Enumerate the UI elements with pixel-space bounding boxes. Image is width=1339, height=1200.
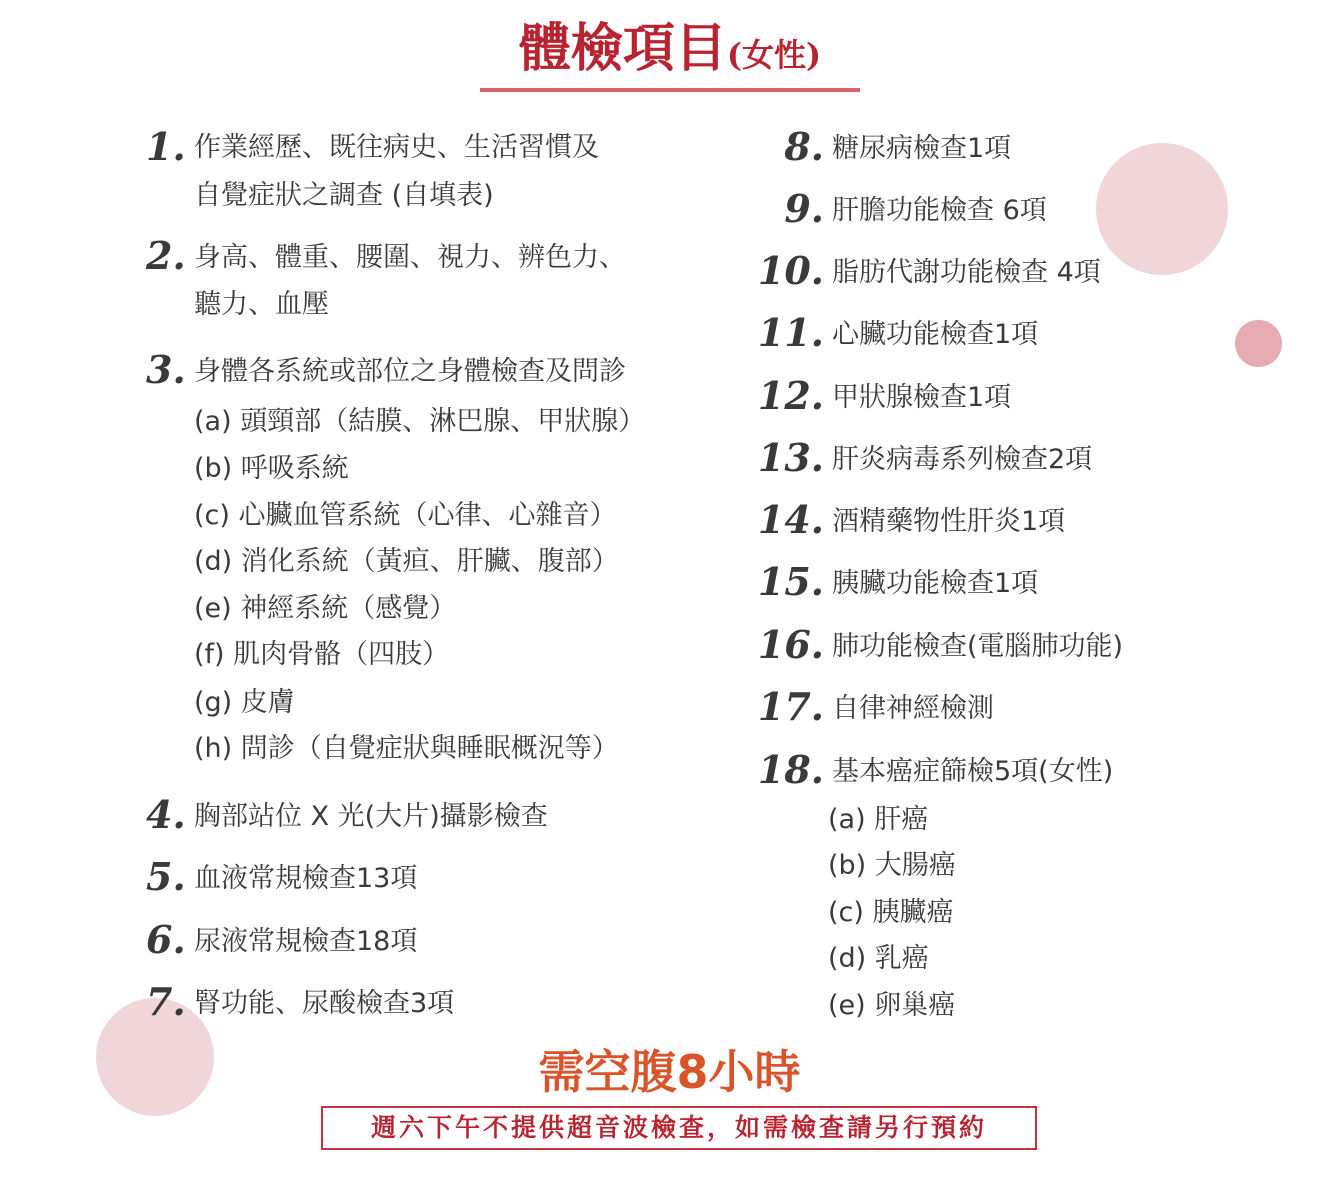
item-text: 胸部站位 X 光(大片)攝影檢查 — [194, 801, 548, 832]
sub-item: (c) 胰臟癌 — [828, 897, 954, 928]
item-number: 9. — [784, 186, 824, 231]
sub-item: (b) 呼吸系統 — [194, 453, 349, 484]
sub-item: (a) 肝癌 — [828, 804, 929, 835]
sub-item: (g) 皮膚 — [194, 687, 295, 718]
item-text: 腎功能、尿酸檢查3項 — [194, 988, 455, 1019]
item-text: 身體各系統或部位之身體檢查及問診 — [194, 356, 626, 387]
sub-item: (f) 肌肉骨骼（四肢） — [194, 639, 450, 670]
item-number: 14. — [757, 497, 824, 542]
item-text: 自律神經檢測 — [832, 693, 994, 724]
item-number: 8. — [784, 124, 824, 169]
item-number: 11. — [757, 310, 824, 355]
item-number: 4. — [146, 792, 186, 837]
title-underline — [480, 88, 860, 92]
item-number: 1. — [146, 124, 186, 169]
sub-item: (a) 頭頸部（結膜、淋巴腺、甲狀腺） — [194, 406, 646, 437]
item-text: 酒精藥物性肝炎1項 — [832, 506, 1066, 537]
item-text: 糖尿病檢查1項 — [832, 133, 1012, 164]
item-text: 自覺症狀之調查 (自填表) — [194, 180, 494, 211]
item-text: 肝膽功能檢查 6項 — [832, 195, 1047, 226]
item-text: 基本癌症篩檢5項(女性) — [832, 756, 1114, 787]
item-number: 12. — [757, 373, 824, 418]
item-text: 作業經歷、既往病史、生活習慣及 — [194, 132, 599, 163]
sub-item: (d) 消化系統（黃疸、肝臟、腹部） — [194, 546, 619, 577]
decorative-circle — [1235, 320, 1282, 367]
item-number: 2. — [146, 233, 186, 278]
item-number: 5. — [146, 854, 186, 899]
item-text: 尿液常規檢查18項 — [194, 926, 418, 957]
sub-item: (e) 卵巢癌 — [828, 990, 956, 1021]
saturday-notice: 週六下午不提供超音波檢查，如需檢查請另行預約 — [321, 1106, 1037, 1150]
item-text: 肝炎病毒系列檢查2項 — [832, 444, 1093, 475]
page-title — [480, 14, 860, 94]
item-number: 3. — [146, 347, 186, 392]
fasting-note: 需空腹8小時 — [538, 1045, 801, 1099]
item-number: 7. — [146, 979, 186, 1024]
decorative-circle — [1096, 143, 1228, 275]
item-text: 血液常規檢查13項 — [194, 863, 418, 894]
sub-item: (b) 大腸癌 — [828, 850, 956, 881]
item-number: 15. — [757, 559, 824, 604]
item-number: 13. — [757, 435, 824, 480]
item-text: 肺功能檢查(電腦肺功能) — [832, 631, 1124, 662]
item-number: 17. — [757, 684, 824, 729]
item-number: 16. — [757, 622, 824, 667]
item-number: 10. — [757, 248, 824, 293]
title-subtitle: (女性) — [726, 36, 822, 74]
item-text: 身高、體重、腰圍、視力、辨色力、 — [194, 242, 626, 273]
sub-item: (c) 心臟血管系統（心律、心雜音） — [194, 500, 617, 531]
sub-item: (e) 神經系統（感覺） — [194, 593, 457, 624]
item-number: 6. — [146, 917, 186, 962]
sub-item: (d) 乳癌 — [828, 943, 929, 974]
item-number: 18. — [757, 747, 824, 792]
item-text: 心臟功能檢查1項 — [832, 319, 1039, 350]
item-text: 脂肪代謝功能檢查 4項 — [832, 257, 1101, 288]
title-main: 體檢項目 — [518, 18, 727, 79]
item-text: 胰臟功能檢查1項 — [832, 568, 1039, 599]
item-text: 聽力、血壓 — [194, 289, 329, 320]
item-text: 甲狀腺檢查1項 — [832, 382, 1012, 413]
sub-item: (h) 問診（自覺症狀與睡眠概況等） — [194, 733, 619, 764]
